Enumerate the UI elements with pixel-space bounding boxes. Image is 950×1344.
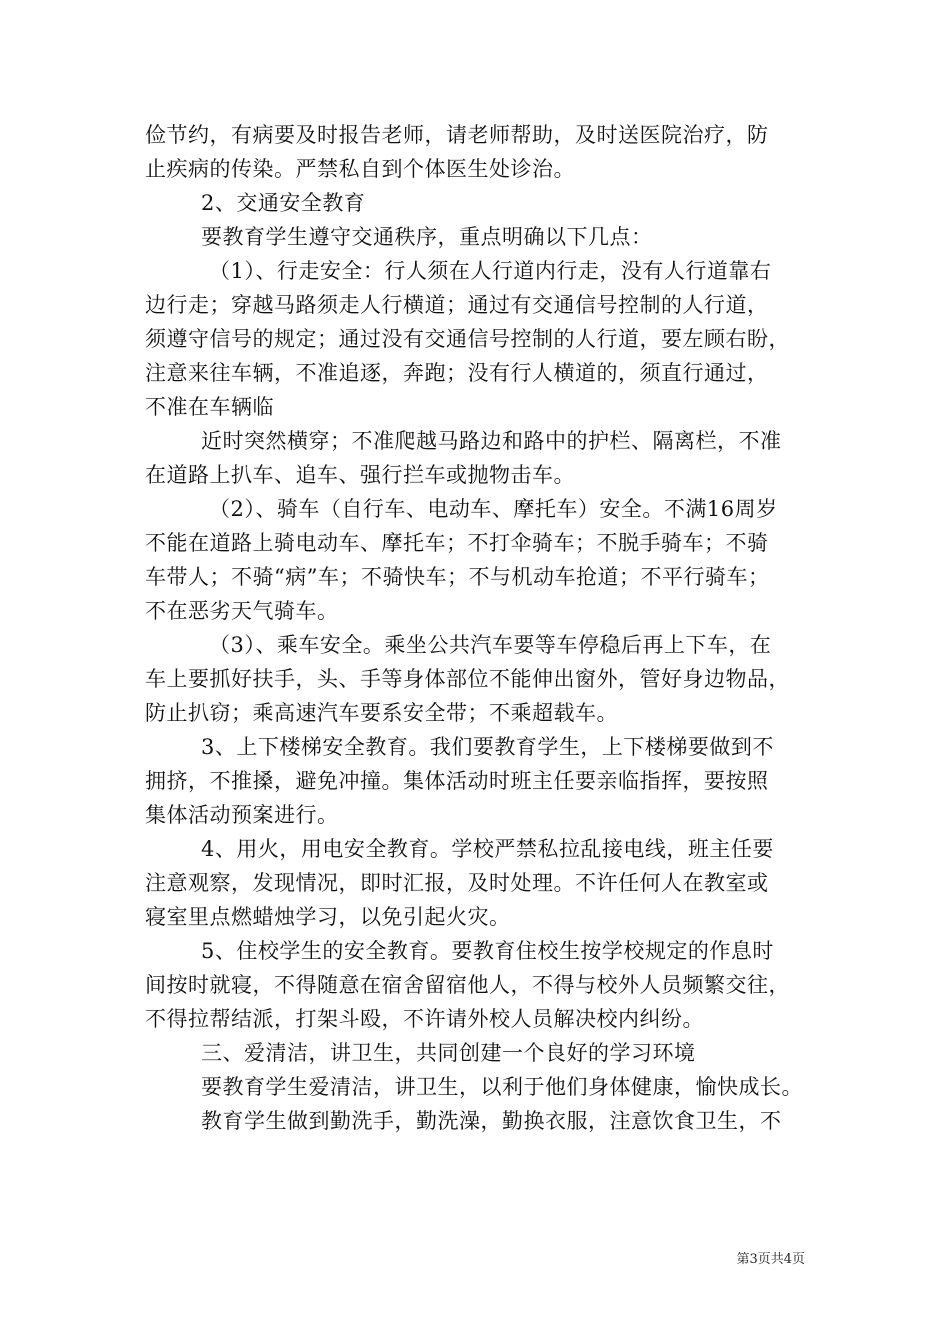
paragraph-fire-electric-safety [145,832,825,934]
text-line: 不得拉帮结派，打架斗殴，不许请外校人员解决校内纠纷。 [145,1007,704,1031]
text-line: （1）、行走安全：行人须在人行道内行走，没有人行道靠右 [209,259,772,283]
text-line: 寝室里点燃蜡烛学习，以免引起火灾。 [145,905,511,929]
paragraph-cycling-safety [145,492,825,628]
page-number: 第3页共4页 [736,1252,805,1267]
text-line: 须遵守信号的规定；通过没有交通信号控制的人行道，要左顾右盼， [145,327,790,351]
text-line: 5、住校学生的安全教育。要教育住校生按学校规定的作息时 [201,939,774,963]
text-line: 不在恶劣天气骑车。 [145,599,339,623]
text-line: 教育学生做到勤洗手，勤洗澡，勤换衣服，注意饮食卫生，不 [201,1109,782,1133]
text-line: （3）、乘车安全。乘坐公共汽车要等车停稳后再上下车，在 [209,633,772,657]
paragraph-cleanliness-intro [145,1070,825,1104]
paragraph-hygiene-continued [145,118,825,186]
paragraph-cleanliness-details [145,1104,825,1138]
text-line: 车上要抓好扶手，头、手等身体部位不能伸出窗外，管好身边物品， [145,667,790,691]
text-line: 边行走；穿越马路须走人行横道；通过有交通信号控制的人行道， [145,293,769,317]
text-line: （2）、骑车（自行车、电动车、摩托车）安全。不满16周岁 [209,497,778,521]
paragraph-traffic-intro [145,220,825,254]
text-line: 在道路上扒车、追车、强行拦车或抛物击车。 [145,463,575,487]
text-line: 俭节约，有病要及时报告老师，请老师帮助，及时送医院治疗，防 [145,123,769,147]
text-line: 不能在道路上骑电动车、摩托车；不打伞骑车；不脱手骑车；不骑 [145,531,769,555]
text-line: 近时突然横穿；不准爬越马路边和路中的护栏、隔离栏，不准 [201,429,782,453]
text-line: 拥挤，不推搡，避免冲撞。集体活动时班主任要亲临指挥，要按照 [145,769,769,793]
text-line: 车带人；不骑“病”车；不骑快车；不与机动车抢道；不平行骑车； [145,565,770,589]
paragraph-walking-safety [145,254,825,424]
paragraph-riding-safety [145,628,825,730]
text-line: 要教育学生爱清洁，讲卫生，以利于他们身体健康，愉快成长。 [201,1075,803,1099]
text-line: 止疾病的传染。严禁私自到个体医生处诊治。 [145,157,575,181]
text-line: 不准在车辆临 [145,395,274,419]
text-line: 要教育学生遵守交通秩序，重点明确以下几点： [201,225,653,249]
text-line: 注意观察，发现情况，即时汇报，及时处理。不许任何人在教室或 [145,871,769,895]
paragraph-boarding-safety [145,934,825,1036]
text-line: 间按时就寝，不得随意在宿舍留宿他人，不得与校外人员频繁交往， [145,973,790,997]
text-line: 注意来往车辆，不准追逐，奔跑；没有行人横道的，须直行通过， [145,361,769,385]
text-line: 集体活动预案进行。 [145,803,339,827]
text-line: 防止扒窃；乘高速汽车要系安全带；不乘超载车。 [145,701,618,725]
heading-traffic-safety [145,186,825,220]
text-line: 4、用火，用电安全教育。学校严禁私拉乱接电线，班主任要 [201,837,774,861]
paragraph-stairs-safety [145,730,825,832]
section-heading: 三、爱清洁，讲卫生，共同创建一个良好的学习环境 [201,1041,696,1065]
document-body [145,118,825,1138]
section-heading: 2、交通安全教育 [201,191,366,215]
text-line: 3、上下楼梯安全教育。我们要教育学生，上下楼梯要做到不 [201,735,774,759]
paragraph-walking-safety-cont [145,424,825,492]
heading-cleanliness [145,1036,825,1070]
